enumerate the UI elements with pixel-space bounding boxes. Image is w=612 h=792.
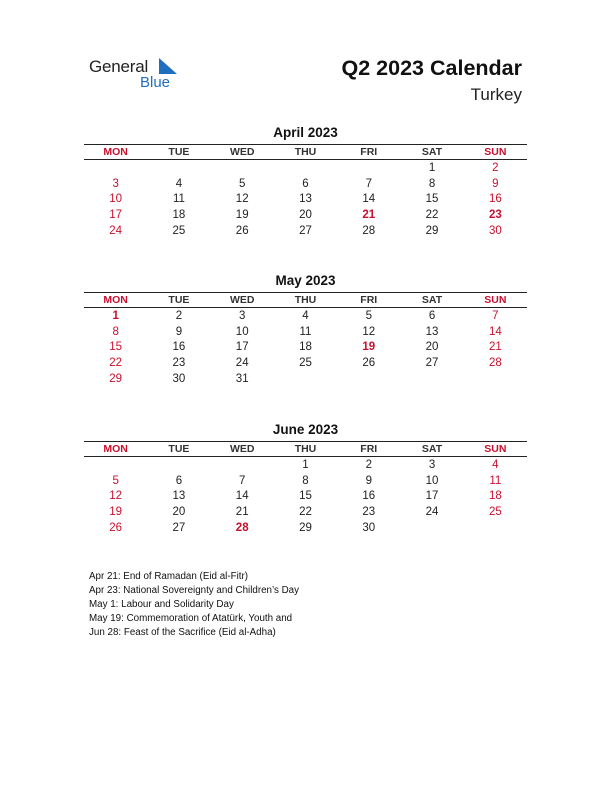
day-cell: 5	[239, 177, 246, 190]
week-row	[84, 339, 527, 355]
day-cell: 23	[488, 208, 502, 221]
day-cell	[84, 457, 147, 473]
holiday-entry: Jun 28: Feast of the Sacrifice (Eid al-Adha)	[89, 627, 276, 639]
calendar-grid	[84, 292, 527, 386]
day-cell: 22	[299, 505, 312, 518]
day-cell: 1	[112, 309, 119, 322]
weekday-header: MON	[84, 145, 147, 160]
holiday-entry: May 1: Labour and Solidarity Day	[89, 599, 234, 611]
day-cell: 13	[425, 325, 439, 338]
holiday-entry: May 19: Commemoration of Atatürk, Youth and	[89, 613, 293, 625]
weekday-header: TUE	[147, 293, 210, 308]
day-cell: 12	[362, 325, 376, 338]
day-cell: 4	[492, 458, 499, 471]
day-cell: 26	[109, 521, 123, 534]
day-cell: 2	[365, 458, 372, 471]
day-cell: 23	[172, 356, 186, 369]
day-cell	[147, 457, 210, 473]
week-row	[84, 457, 527, 473]
week-row	[84, 191, 527, 207]
day-cell: 28	[488, 356, 502, 369]
day-cell: 16	[172, 341, 186, 354]
day-cell: 9	[492, 177, 499, 190]
day-cell: 25	[172, 224, 186, 237]
day-cell: 18	[172, 208, 186, 221]
day-cell: 25	[299, 356, 312, 369]
day-cell: 14	[488, 325, 502, 338]
day-cell: 12	[235, 193, 249, 206]
week-row	[84, 488, 527, 504]
weekday-header: FRI	[337, 145, 400, 160]
day-cell: 25	[488, 505, 502, 518]
day-cell: 29	[109, 372, 123, 385]
day-cell: 10	[109, 193, 123, 206]
day-cell: 6	[428, 309, 436, 322]
day-cell: 31	[235, 372, 249, 385]
day-cell: 11	[489, 474, 502, 487]
day-cell: 21	[235, 505, 249, 518]
day-cell: 27	[299, 224, 312, 237]
day-cell	[274, 160, 337, 176]
day-cell: 6	[175, 474, 183, 487]
day-cell: 16	[488, 193, 502, 206]
day-cell: 18	[299, 341, 312, 354]
holiday-entry: Apr 23: National Sovereignty and Children’s Day	[89, 585, 300, 597]
week-row	[84, 473, 527, 489]
month-title: June 2023	[272, 422, 339, 437]
day-cell: 29	[299, 521, 312, 534]
day-cell: 10	[235, 325, 249, 338]
day-cell: 13	[299, 193, 312, 206]
month-calendar	[84, 422, 527, 535]
country-name: Turkey	[470, 85, 522, 104]
generalblue-logo	[89, 57, 189, 97]
weekday-header: THU	[274, 442, 337, 457]
weekday-header: MON	[84, 293, 147, 308]
day-cell: 7	[239, 474, 246, 487]
day-cell: 27	[172, 521, 186, 534]
day-cell: 26	[235, 224, 249, 237]
day-cell: 2	[175, 309, 183, 322]
day-cell: 7	[492, 309, 499, 322]
week-row	[84, 160, 527, 176]
weekday-header: TUE	[147, 442, 210, 457]
week-row	[84, 176, 527, 192]
weekday-header: SUN	[464, 293, 527, 308]
day-cell	[147, 160, 210, 176]
day-cell: 14	[235, 490, 249, 503]
day-cell: 17	[109, 208, 123, 221]
weekday-header: SAT	[400, 293, 463, 308]
week-row	[84, 520, 527, 536]
day-cell: 15	[425, 193, 439, 206]
day-cell: 24	[425, 505, 439, 518]
day-cell: 19	[362, 341, 376, 354]
weekday-header: THU	[274, 293, 337, 308]
day-cell: 27	[425, 356, 439, 369]
month-calendar	[84, 125, 527, 238]
week-row	[84, 207, 527, 223]
weekday-header: TUE	[147, 145, 210, 160]
day-cell	[337, 371, 400, 387]
day-cell: 15	[109, 341, 123, 354]
day-cell: 13	[172, 490, 186, 503]
day-cell: 9	[175, 325, 183, 338]
weekday-header: THU	[274, 145, 337, 160]
weekday-header: FRI	[337, 442, 400, 457]
month-title: April 2023	[273, 125, 338, 140]
week-row	[84, 355, 527, 371]
day-cell: 12	[109, 490, 123, 503]
day-cell: 16	[362, 490, 376, 503]
day-cell: 29	[425, 224, 439, 237]
day-cell: 19	[109, 505, 123, 518]
day-cell: 4	[175, 177, 183, 190]
day-cell: 20	[425, 341, 439, 354]
day-cell: 30	[362, 521, 376, 534]
day-cell	[400, 520, 463, 536]
logo-text-general: General	[89, 57, 149, 76]
day-cell: 17	[235, 341, 249, 354]
week-row	[84, 308, 527, 324]
day-cell: 26	[362, 356, 376, 369]
day-cell: 21	[362, 208, 376, 221]
day-cell	[84, 160, 147, 176]
weekday-header: WED	[211, 442, 274, 457]
week-row	[84, 371, 527, 387]
day-cell	[400, 371, 463, 387]
day-cell	[464, 371, 527, 387]
day-cell: 9	[365, 474, 372, 487]
day-cell: 28	[235, 521, 249, 534]
day-cell	[464, 520, 527, 536]
day-cell: 24	[109, 224, 123, 237]
week-row	[84, 223, 527, 239]
day-cell	[274, 371, 337, 387]
day-cell: 17	[425, 490, 439, 503]
week-row	[84, 504, 527, 520]
day-cell: 3	[239, 309, 246, 322]
calendar-grid	[84, 144, 527, 238]
day-cell: 30	[172, 372, 186, 385]
day-cell: 23	[362, 505, 376, 518]
day-cell: 3	[428, 458, 436, 471]
day-cell: 18	[488, 490, 502, 503]
day-cell: 14	[362, 193, 376, 206]
day-cell: 8	[112, 325, 119, 338]
day-cell: 2	[492, 161, 499, 174]
day-cell: 3	[112, 177, 119, 190]
logo-text-blue: Blue	[140, 74, 171, 91]
weekday-header: MON	[84, 442, 147, 457]
month-calendar	[84, 273, 527, 386]
day-cell: 11	[172, 193, 185, 206]
day-cell: 19	[235, 208, 249, 221]
weekday-header: SUN	[464, 442, 527, 457]
weekday-header: WED	[211, 145, 274, 160]
day-cell: 15	[299, 490, 312, 503]
weekday-header: WED	[211, 293, 274, 308]
day-cell: 4	[302, 309, 309, 322]
day-cell: 11	[299, 325, 312, 338]
page-title: Q2 2023 Calendar	[341, 56, 522, 80]
day-cell: 22	[425, 208, 439, 221]
weekday-header: FRI	[337, 293, 400, 308]
day-cell: 22	[109, 356, 123, 369]
weekday-header: SAT	[400, 145, 463, 160]
day-cell: 8	[428, 177, 436, 190]
calendar-grid	[84, 441, 527, 535]
day-cell: 8	[302, 474, 309, 487]
day-cell: 1	[428, 161, 436, 174]
weekday-header: SAT	[400, 442, 463, 457]
day-cell: 6	[302, 177, 309, 190]
holiday-entry: Apr 21: End of Ramadan (Eid al-Fitr)	[89, 571, 248, 582]
day-cell: 20	[172, 505, 186, 518]
day-cell	[211, 457, 274, 473]
day-cell: 10	[425, 474, 439, 487]
weekday-header: SUN	[464, 145, 527, 160]
day-cell: 28	[362, 224, 376, 237]
day-cell	[211, 160, 274, 176]
day-cell: 20	[299, 208, 312, 221]
day-cell: 30	[488, 224, 502, 237]
day-cell: 7	[365, 177, 372, 190]
day-cell: 24	[235, 356, 249, 369]
day-cell	[337, 160, 400, 176]
week-row	[84, 324, 527, 340]
month-title: May 2023	[275, 273, 336, 288]
day-cell: 5	[112, 474, 119, 487]
day-cell: 21	[488, 341, 502, 354]
day-cell: 1	[302, 458, 309, 471]
holiday-list	[89, 570, 299, 640]
day-cell: 5	[365, 309, 372, 322]
